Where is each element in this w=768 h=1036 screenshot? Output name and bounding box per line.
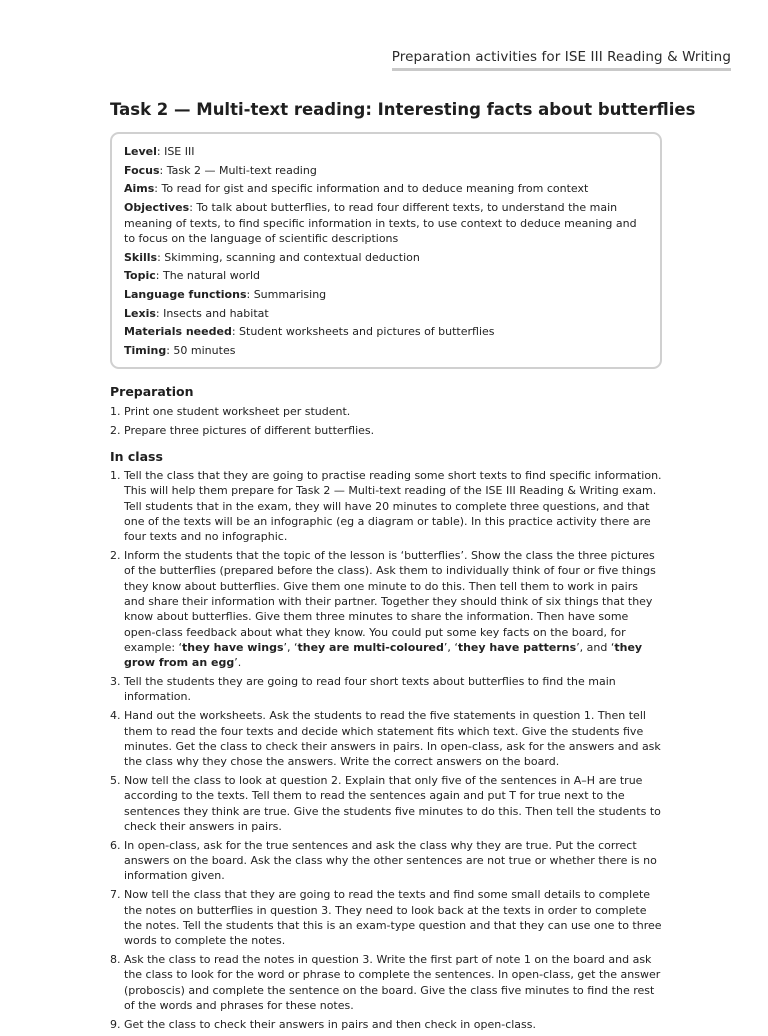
list-item: [110, 952, 662, 1013]
list-item: [110, 1017, 662, 1032]
preparation-list: [110, 404, 662, 442]
item-number: 1.: [110, 405, 121, 418]
info-value: : To read for gist and specific information and to deduce meaning from context: [154, 182, 589, 196]
item-text: ’, ‘: [443, 640, 458, 654]
info-value: : ISE III: [156, 145, 195, 158]
item-text: ’, and ‘: [576, 640, 615, 654]
list-item: [110, 773, 662, 834]
item-number: 1.: [110, 469, 121, 482]
key-fact: they are multi-coloured: [297, 640, 444, 654]
item-number: 3.: [110, 675, 121, 689]
item-text: Get the class to check their answers in pairs and then check in open-class.: [124, 1017, 536, 1031]
lesson-info-box: [110, 132, 662, 369]
info-label: Objectives: [124, 201, 190, 215]
item-number: 2.: [110, 423, 121, 437]
preparation-heading: Preparation: [110, 384, 194, 399]
info-label: Materials needed: [124, 325, 232, 339]
list-item: [110, 887, 662, 948]
item-text: Ask the class to read the notes in question 3. Write the first part of note 1 on the board and ask the class to look for the word or phrase to complete the sentences. In open-class, get the answer (proboscis) and complete the sentence on the board. Give the class five minutes to find the rest of the words and phrases for these notes.: [124, 953, 661, 1012]
key-fact: they have patterns: [457, 640, 577, 654]
list-item: [110, 708, 662, 769]
info-label: Language functions: [124, 288, 247, 302]
item-number: 9.: [110, 1017, 121, 1031]
item-number: 8.: [110, 953, 121, 967]
info-label: Lexis: [124, 306, 156, 320]
item-text: Prepare three pictures of different butterflies.: [124, 423, 375, 437]
info-label: Aims: [124, 182, 155, 196]
info-value: : Summarising: [246, 288, 327, 302]
info-value: : 50 minutes: [166, 344, 236, 358]
list-item: [110, 548, 662, 670]
info-topic: [124, 268, 648, 283]
info-value: : The natural world: [155, 269, 261, 283]
item-text: Tell the class that they are going to practise reading some short texts to find specific information. This will help them prepare for Task 2 — Multi-text reading of the ISE III Reading & Writing exam. Tell students that in the exam, they will have 20 minutes to complete three questions, and that one of the texts will be an infographic (eg a diagram or table). In this practice activity there are four texts and no infographic.: [124, 469, 662, 544]
item-text: ’, ‘: [283, 640, 298, 654]
info-timing: [124, 343, 648, 358]
info-aims: [124, 181, 648, 196]
list-item: [110, 674, 662, 705]
item-text: Hand out the worksheets. Ask the students to read the five statements in question 1. Then tell them to read the four texts and decide which statement fits which text. Give the students five minutes. Get the class to check their answers in pairs. In open-class, ask for the answers and ask the class why they chose the answers. Write the correct answers on the board.: [124, 709, 661, 769]
info-language-functions: [124, 287, 648, 302]
info-value: : Skimming, scanning and contextual deduction: [157, 250, 420, 264]
info-focus: [124, 163, 648, 178]
item-text: In open-class, ask for the true sentences and ask the class why they are true. Put the correct answers on the board. Ask the class why the other sentences are not true or whether there is no information given.: [124, 838, 657, 883]
in-class-heading: In class: [110, 449, 163, 464]
page-title: Task 2 — Multi-text reading: Interesting facts about butterflies: [110, 100, 696, 119]
info-skills: [124, 250, 648, 265]
list-item: [110, 838, 662, 884]
info-label: Focus: [124, 163, 160, 177]
item-number: 2.: [110, 549, 121, 563]
in-class-list: [110, 468, 662, 1036]
info-value: : Task 2 — Multi-text reading: [159, 163, 317, 177]
item-number: 5.: [110, 774, 121, 788]
item-number: 6.: [110, 838, 121, 852]
key-fact: they have wings: [182, 640, 284, 654]
info-label: Timing: [124, 344, 167, 358]
item-text: ’.: [234, 656, 242, 670]
item-text: Now tell the class to look at question 2. Explain that only five of the sentences in A–H are true according to the texts. Tell them to read the sentences again and put T for true next to the sentences they think are true. Give the students five minutes to do this. Then tell the students to check their answers in pairs.: [124, 774, 661, 833]
info-level: [124, 144, 648, 159]
item-text: Tell the students they are going to read four short texts about butterflies to find the main information.: [124, 675, 616, 704]
info-label: Skills: [124, 250, 158, 264]
info-value: : To talk about butterflies, to read four different texts, to understand the main meaning of texts, to find specific information in texts, to use context to deduce meaning and to focus on the language of scientific descriptions: [124, 201, 637, 245]
item-text: Now tell the class that they are going to read the texts and find some small details to complete the notes on butterflies in question 3. They need to look back at the texts in order to complete the notes. Tell the students that this is an exam-type question and that they can use one to three words to complete the notes.: [124, 888, 662, 948]
info-value: : Student worksheets and pictures of butterflies: [231, 325, 495, 339]
item-number: 4.: [110, 709, 121, 723]
running-header: Preparation activities for ISE III Reading & Writing: [392, 49, 731, 71]
key-fact: they grow from an egg: [124, 640, 643, 670]
info-label: Level: [124, 145, 157, 158]
info-value: : Insects and habitat: [155, 306, 269, 320]
info-objectives: [124, 200, 648, 246]
list-item: [110, 404, 662, 419]
info-label: Topic: [124, 269, 156, 283]
info-materials: [124, 324, 648, 339]
list-item: [110, 423, 662, 438]
item-text: Print one student worksheet per student.: [124, 405, 351, 418]
item-text: Inform the students that the topic of the lesson is ‘butterflies’. Show the class the three pictures of the butterflies (prepared before the class). Ask them to individually think of four or five things they know about butterflies. Give them one minute to do this. Then tell them to work in pairs and share their information with their partner. Together they should think of six things that they know about butterflies. Give them three minutes to share the information. Then have some open-class feedback about what they know. You could put some key facts on the board, for example: ‘: [124, 549, 656, 654]
list-item: [110, 468, 662, 544]
info-lexis: [124, 306, 648, 321]
item-number: 7.: [110, 888, 121, 902]
